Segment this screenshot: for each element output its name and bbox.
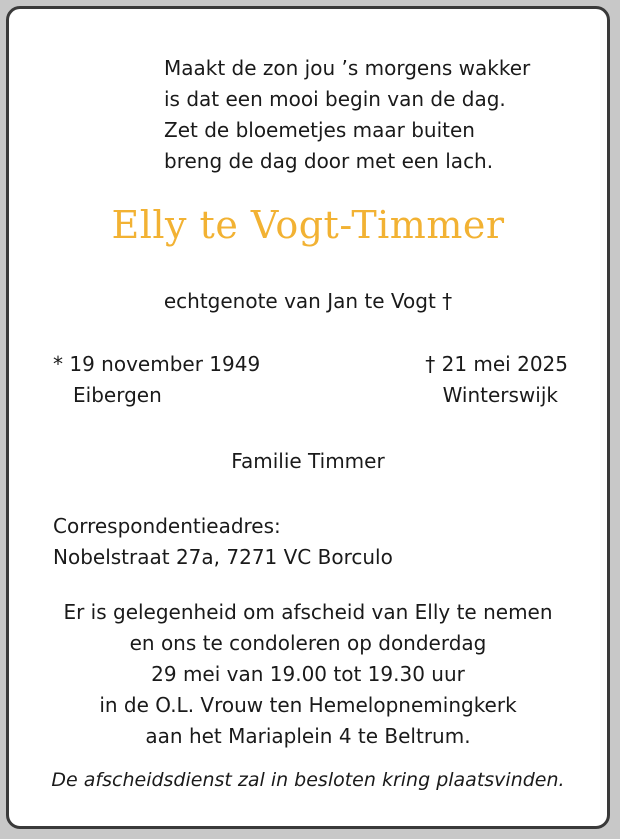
deceased-name: Elly te Vogt-Timmer [111,203,505,247]
condolence-info [9,597,607,752]
poem-line: breng de dag door met een lach. [164,149,494,173]
poem [164,53,530,177]
family-signature: Familie Timmer [231,449,385,473]
info-line: Er is gelegenheid om afscheid van Elly te nemen [63,600,553,624]
address-line: Nobelstraat 27a, 7271 VC Borculo [53,545,393,569]
death-notice-card [6,6,610,829]
death-date: † 21 mei 2025 [425,352,568,376]
info-line: in de O.L. Vrouw ten Hemelopnemingkerk [99,693,517,717]
info-line: aan het Mariaplein 4 te Beltrum. [145,724,471,748]
death-place: Winterswijk [442,383,558,407]
closing-note: De afscheidsdienst zal in besloten kring plaatsvinden. [51,769,565,791]
birth-date: * 19 november 1949 [53,352,261,376]
birth-place: Eibergen [73,383,162,407]
poem-line: Maakt de zon jou ’s morgens wakker [164,56,531,80]
birth-info [53,349,260,411]
info-line: en ons te condoleren op donderdag [129,631,487,655]
correspondence-address [53,511,393,573]
poem-line: Zet de bloemetjes maar buiten [164,118,475,142]
spouse-line: echtgenote van Jan te Vogt † [163,289,453,313]
poem-line: is dat een mooi begin van de dag. [164,87,506,111]
death-info [425,349,568,411]
info-line: 29 mei van 19.00 tot 19.30 uur [151,662,465,686]
address-label: Correspondentieadres: [53,514,281,538]
